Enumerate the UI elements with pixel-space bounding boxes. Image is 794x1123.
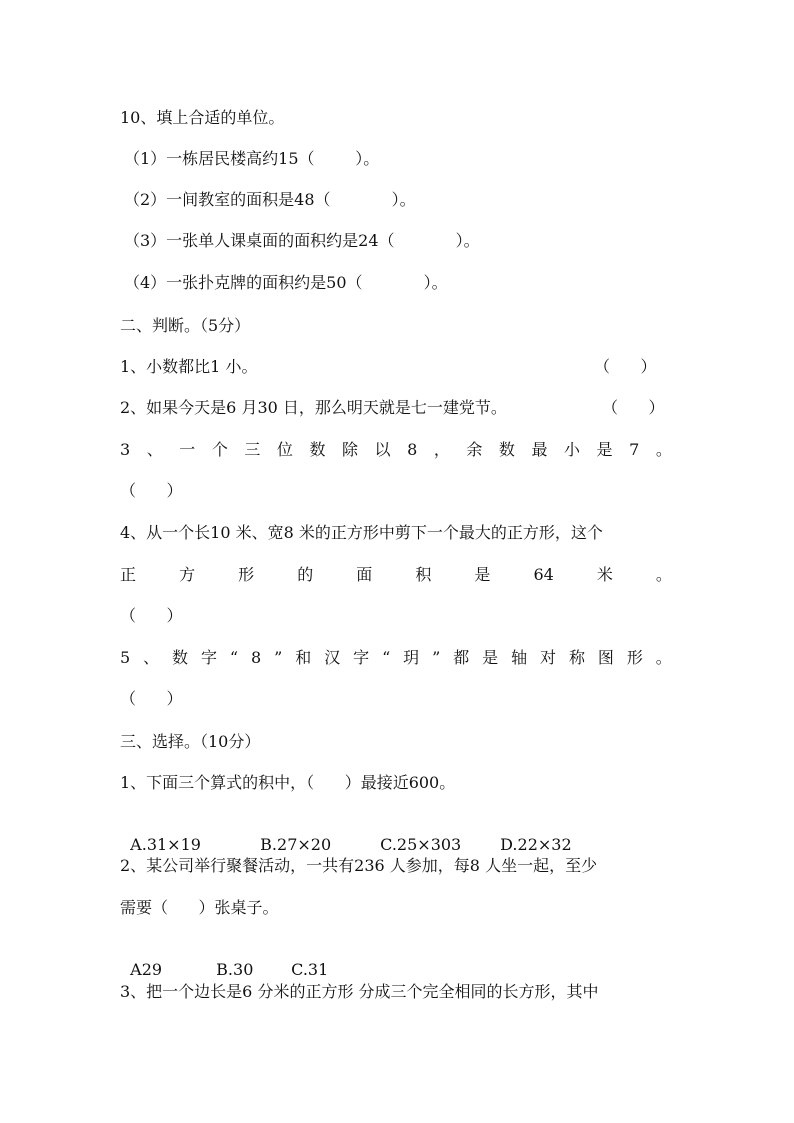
judge-q5-spread: 5 、 数 字 “ 8 ” 和 汉 字 “ 玥 ” 都 是 轴 对 称 图 形 。 <box>120 648 672 667</box>
section3-title: 三、选择。（10分） <box>120 732 261 751</box>
q10-item-4: （4）一张扑克牌的面积约是50（ ）。 <box>124 273 448 292</box>
option-c: C.25×303 <box>380 835 462 854</box>
judge-q5-mark: （ ） <box>120 689 183 708</box>
choice-q2-line2: 需要（ ）张桌子。 <box>120 898 279 917</box>
q10-item-2: （2）一间教室的面积是48（ ）。 <box>124 190 416 209</box>
choice-q2-options <box>120 940 328 980</box>
judge-q2-text: 2、如果今天是6 月30 日，那么明天就是七一建党节。 <box>120 398 507 417</box>
choice-q1-options <box>120 815 572 855</box>
option-b: B.27×20 <box>260 835 332 854</box>
choice-q3-line1: 3、把一个边长是6 分米的正方形 分成三个完全相同的长方形，其中 <box>120 982 599 1001</box>
option-d: D.22×32 <box>500 835 572 854</box>
choice-q2-line1: 2、某公司举行聚餐活动，一共有236 人参加，每8 人坐一起，至少 <box>120 856 598 875</box>
judge-q4-line1: 4、从一个长10 米、宽8 米的正方形中剪下一个最大的正方形，这个 <box>120 523 603 542</box>
option-a: A.31×19 <box>130 835 201 854</box>
option-b: B.30 <box>216 960 254 979</box>
judge-q2-mark: （ ） <box>602 398 665 417</box>
q10-item-3: （3）一张单人课桌面的面积约是24（ ）。 <box>124 231 480 250</box>
choice-q1-text: 1、下面三个算式的积中，（ ）最接近600。 <box>120 773 456 792</box>
judge-q1-text: 1、小数都比1 小。 <box>120 357 258 376</box>
option-c: C.31 <box>291 960 329 979</box>
judge-q1-mark: （ ） <box>594 357 657 376</box>
judge-q3-spread: 3 、 一 个 三 位 数 除 以 8 ， 余 数 最 小 是 7 。 <box>120 440 672 459</box>
option-a: A29 <box>130 960 163 979</box>
judge-q3-mark: （ ） <box>120 481 183 500</box>
judge-q4-spread: 正 方 形 的 面 积 是 64 米 。 <box>120 565 672 584</box>
judge-q4-mark: （ ） <box>120 606 183 625</box>
q10-item-1: （1）一栋居民楼高约15（ ）。 <box>124 149 380 168</box>
section2-title: 二、判断。（5分） <box>120 316 251 335</box>
q10-title: 10、填上合适的单位。 <box>120 108 285 127</box>
